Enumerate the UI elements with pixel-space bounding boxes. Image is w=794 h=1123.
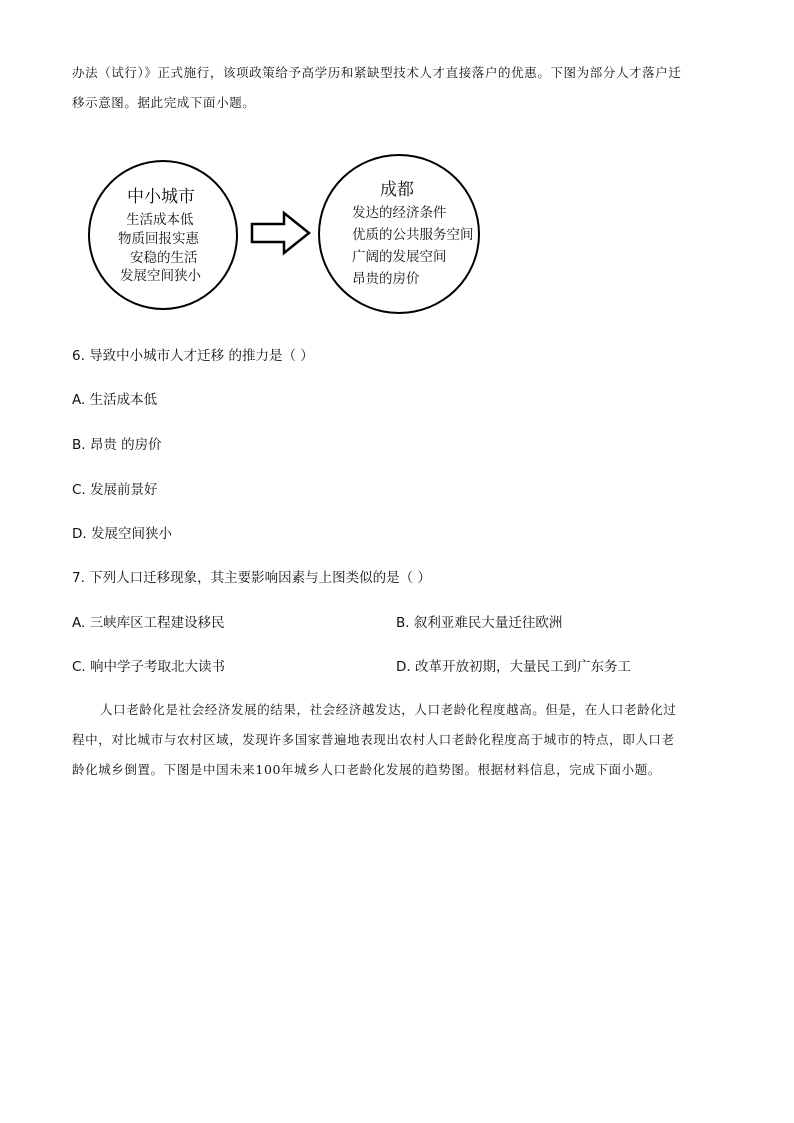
question-7-stem: 7. 下列人口迁移现象，其主要影响因素与上图类似的是（ ）: [72, 570, 431, 586]
origin-title: 中小城市: [127, 187, 195, 207]
destination-item: 广阔的发展空间: [352, 249, 447, 265]
destination-item: 优质的公共服务空间: [352, 227, 474, 243]
question-6-stem: 6. 导致中小城市人才迁移 的推力是（ ）: [72, 348, 314, 364]
q7-option-b[interactable]: B. 叙利亚难民大量迁往欧洲: [396, 615, 563, 631]
intro-passage: [72, 58, 724, 118]
q7-option-d[interactable]: D. 改革开放初期，大量民工到广东务工: [396, 659, 631, 675]
q7-option-c[interactable]: C. 响中学子考取北大读书: [72, 659, 226, 675]
origin-item: 安稳的生活: [130, 250, 198, 266]
origin-circle-small-cities: [88, 160, 238, 310]
aging-line-1: 人口老龄化是社会经济发展的结果，社会经济越发达，人口老龄化程度越高。但是，在人口老龄化过: [100, 702, 677, 717]
aging-line-3: 龄化城乡倒置。下图是中国未来100年城乡人口老龄化发展的趋势图。根据材料信息，完成下面小题。: [72, 762, 661, 777]
aging-passage: [72, 695, 724, 785]
origin-item: 发展空间狭小: [120, 268, 201, 284]
origin-item: 生活成本低: [126, 212, 194, 228]
aging-line-2: 程中，对比城市与农村区域，发现许多国家普遍地表现出农村人口老龄化程度高于城市的特点，即人口老: [72, 732, 675, 747]
q6-option-a[interactable]: A. 生活成本低: [72, 392, 158, 408]
migration-arrow-icon: [250, 210, 312, 256]
q6-option-c[interactable]: C. 发展前景好: [72, 482, 158, 498]
intro-line-1: 办法（试行）》正式施行，该项政策给予高学历和紧缺型技术人才直接落户的优惠。下图为部分人才落户迁: [72, 65, 682, 80]
q7-option-a[interactable]: A. 三峡库区工程建设移民: [72, 615, 225, 631]
q6-option-d[interactable]: D. 发展空间狭小: [72, 526, 172, 542]
destination-title: 成都: [380, 180, 414, 200]
destination-item: 发达的经济条件: [352, 205, 447, 221]
origin-item: 物质回报实惠: [118, 231, 199, 247]
q6-option-b[interactable]: B. 昂贵 的房价: [72, 437, 162, 453]
intro-line-2: 移示意图。据此完成下面小题。: [72, 95, 256, 110]
destination-item: 昂贵的房价: [352, 271, 420, 287]
destination-circle-chengdu: [318, 154, 480, 314]
